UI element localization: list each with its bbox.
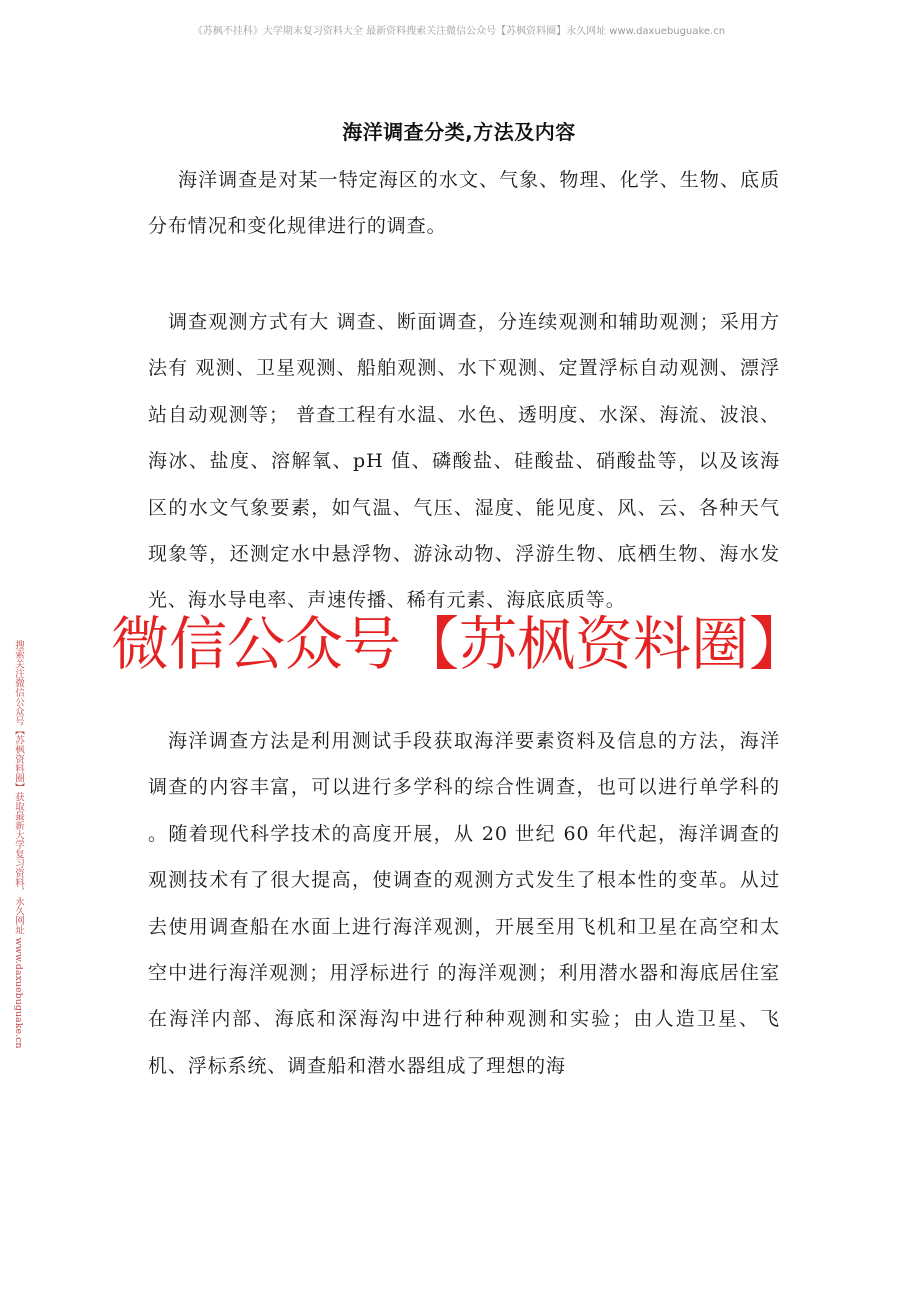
header-note: 《苏枫不挂科》大学期末复习资料大全 最新资料搜索关注微信公众号【苏枫资料圈】永久网址 www.daxuebuguake.cn [192,26,726,37]
observation-paragraph: 调查观测方式有大 调查、断面调查，分连续观测和辅助观测；采用方法有 观测、卫星观测、船舶观测、水下观测、定置浮标自动观测、漂浮站自动观测等； 普查工程有水温、水色、透明度、水深、海流、波浪、海冰、盐度、溶解氧、pH 值、磷酸盐、硅酸盐、硝酸盐等，以及该海区的水文气象要素，如气温、气压、湿度、能见度、风、云、各种天气现象等，还测定水中悬浮物、游泳动物、浮游生物、底栖生物、海水发光、海水导电率、声速传播、稀有元素、海底底质等。 [148,311,780,612]
page-title: 海洋调查分类,方法及内容 [342,120,576,144]
method-paragraph: 海洋调查方法是利用测试手段获取海洋要素资料及信息的方法，海洋调查的内容丰富，可以进行多学科的综合性调查，也可以进行单学科的 。随着现代科学技术的高度开展，从 20 世纪 60 年代起，海洋调查的观测技术有了很大提高，使调查的观测方式发生了根本性的变革。从过去使用调查船在水面上进行海洋观测，开展至用飞机和卫星在高空和太空中进行海洋观测；用浮标进行 的海洋观测；利用潜水器和海底居住室在海洋内部、海底和深海沟中进行种种观测和实验；由人造卫星、飞机、浮标系统、调查船和潜水器组成了理想的海 [148,730,780,1077]
side-note: 搜索关注微信公众号【苏枫资料圈】获取最新大学复习资料，永久网址 www.daxuebuguake.cn [13,640,24,1049]
watermark-overlay: 微信公众号【苏枫资料圈】 [110,610,807,678]
intro-paragraph: 海洋调查是对某一特定海区的水文、气象、物理、化学、生物、底质分布情况和变化规律进行的调查。 [148,169,780,238]
